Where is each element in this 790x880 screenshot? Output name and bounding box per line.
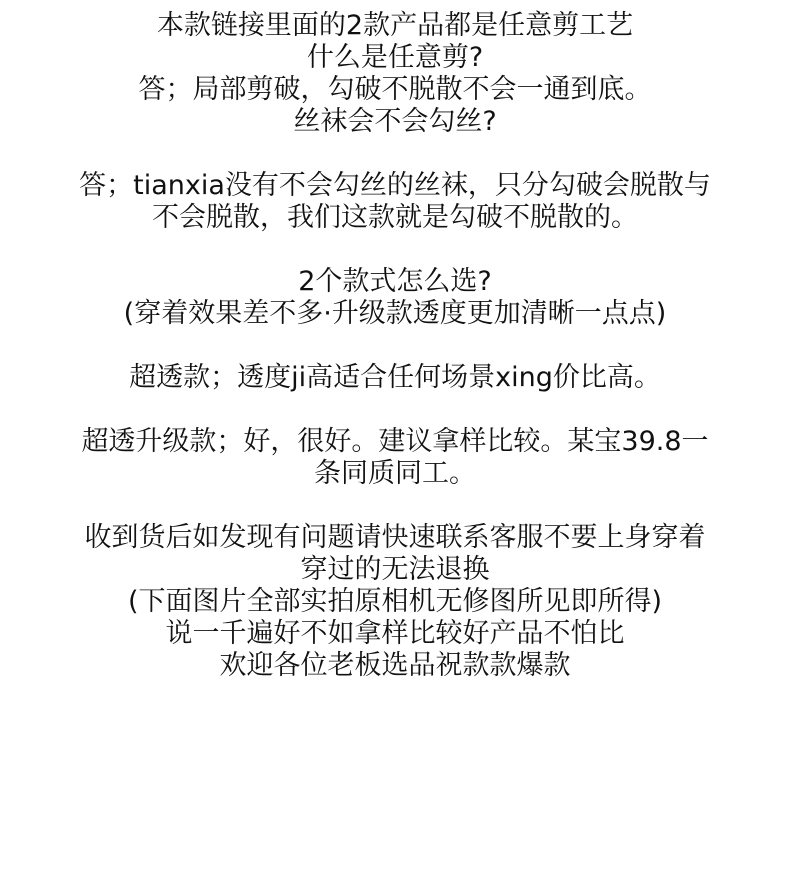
text-line: 欢迎各位老板选品祝款款爆款 [219, 650, 571, 681]
text-line: 不会脱散，我们这款就是勾破不脱散的。 [152, 202, 638, 233]
blank-line [0, 138, 790, 170]
text-line: 收到货后如发现有问题请快速联系客服不要上身穿着 [84, 522, 706, 553]
blank-line [0, 394, 790, 426]
text-line: 超透升级款；好，很好。建议拿样比较。某宝39.8一 [81, 426, 709, 457]
text-line: 2个款式怎么选? [298, 266, 492, 297]
text-line: 超透款；透度ji高适合任何场景xing价比高。 [129, 362, 661, 393]
text-line: 条同质同工。 [314, 458, 476, 489]
text-line: 本款链接里面的2款产品都是任意剪工艺 [156, 10, 634, 41]
text-line: 穿过的无法退换 [300, 554, 490, 585]
text-line: 什么是任意剪? [306, 42, 484, 73]
blank-line [0, 330, 790, 362]
blank-line [0, 234, 790, 266]
text-line: 答；局部剪破，勾破不脱散不会一通到底。 [138, 74, 652, 105]
text-line: (穿着效果差不多·升级款透度更加清晰一点点) [123, 298, 667, 329]
text-line: 答；tianxia没有不会勾丝的丝袜，只分勾破会脱散与 [79, 170, 711, 201]
text-line: (下面图片全部实拍原相机无修图所见即所得) [127, 586, 663, 617]
text-line: 说一千遍好不如拿样比较好产品不怕比 [165, 618, 625, 649]
text-line: 丝袜会不会勾丝? [293, 106, 497, 137]
blank-line [0, 490, 790, 522]
